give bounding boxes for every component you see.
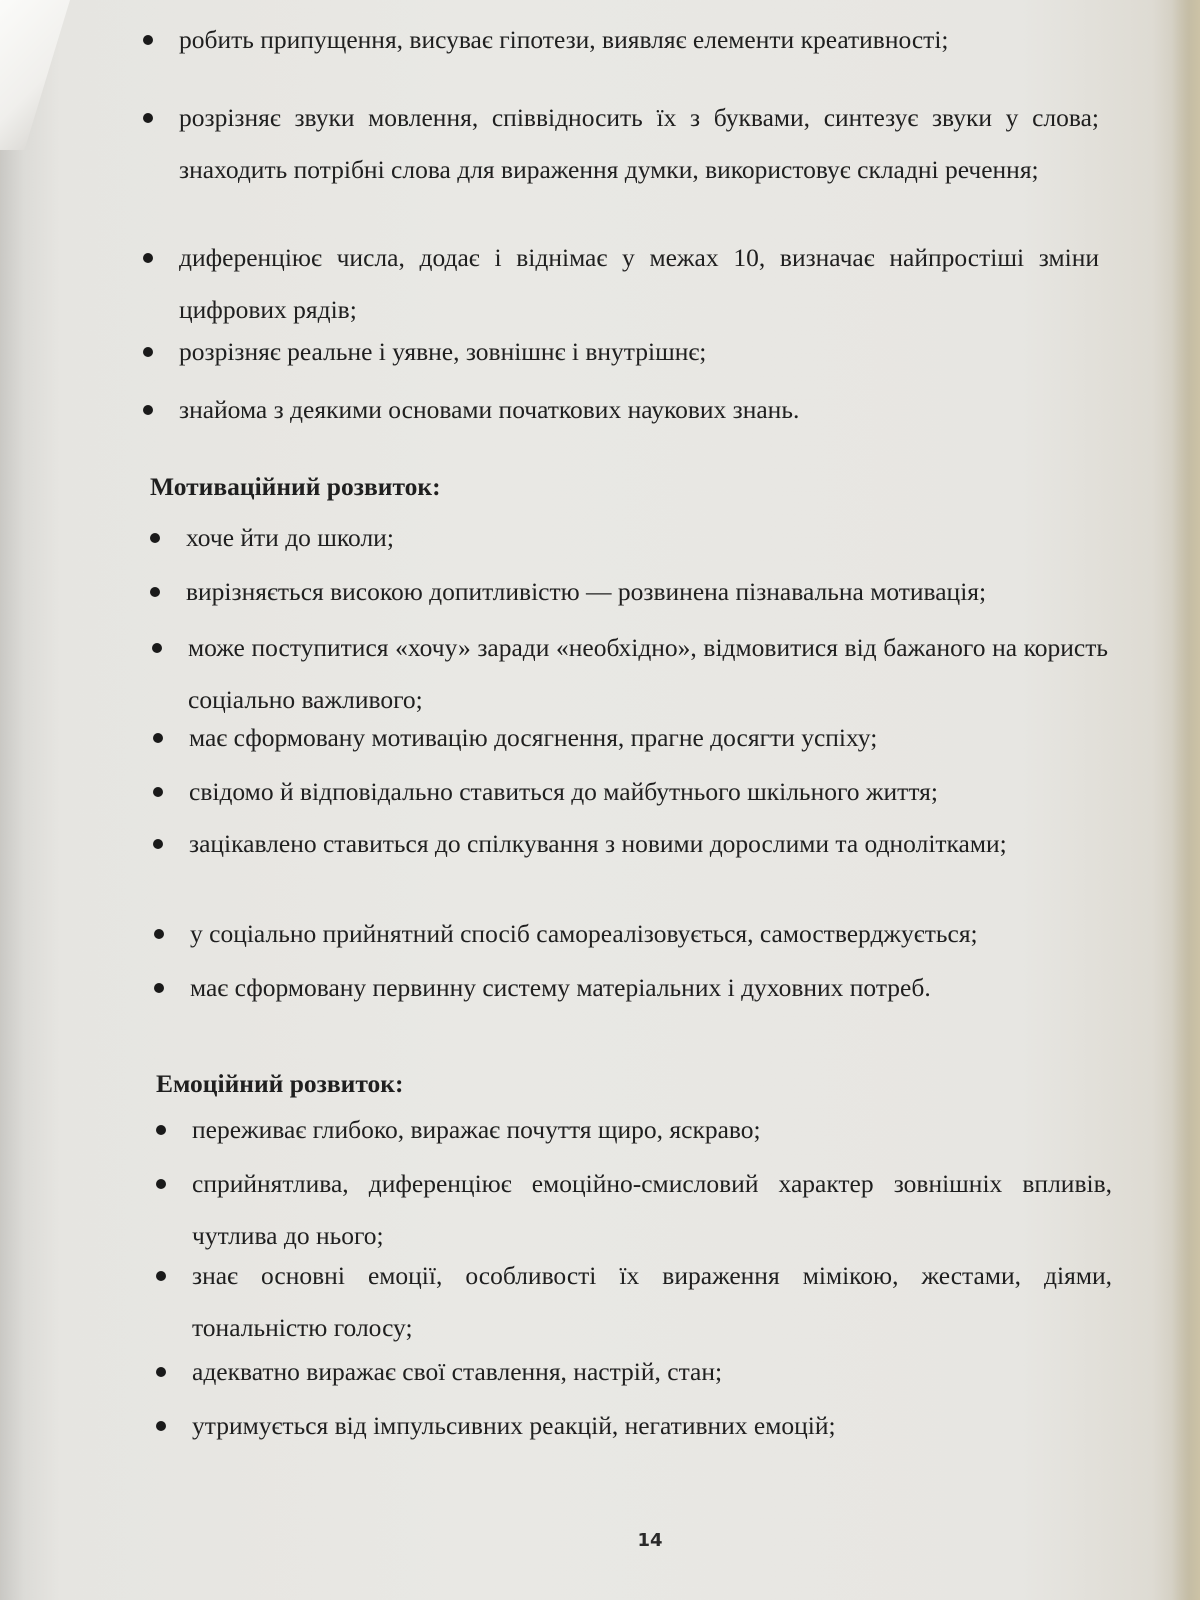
section-heading-motivation: Мотиваційний розвиток: <box>150 472 441 501</box>
list-item <box>152 622 1152 726</box>
list-item-text: хоче йти до школи; <box>186 523 394 552</box>
bullet-icon <box>153 733 163 743</box>
bullet-icon <box>156 1367 166 1377</box>
list-item-text: може поступитися «хочу» заради «необхідно», відмовитися від бажаного на користь соціально важливого; <box>188 633 1108 714</box>
bullet-icon <box>156 1125 166 1135</box>
bullet-icon <box>143 35 153 45</box>
bullet-icon <box>143 113 153 123</box>
section-heading-emotion: Емоційний розвиток: <box>156 1069 404 1098</box>
list-item <box>154 908 1154 960</box>
list-item <box>153 712 1153 764</box>
list-item <box>154 962 1154 1014</box>
list-item-text: має сформовану первинну систему матеріальних і духовних потреб. <box>190 973 931 1002</box>
bullet-icon <box>143 405 153 415</box>
list-item-text: у соціально прийнятний спосіб самореалізовується, самостверджується; <box>190 919 978 948</box>
list-item-text: зацікавлено ставиться до спілкування з новими дорослими та однолітками; <box>189 829 1007 858</box>
list-item-text: диференціює числа, додає і віднімає у межах 10, визначає найпростіші зміни цифрових рядів; <box>179 243 1099 324</box>
list-item <box>143 232 1143 336</box>
list-item <box>156 1104 1156 1156</box>
list-item-text: утримується від імпульсивних реакцій, негативних емоцій; <box>192 1411 836 1440</box>
bullet-icon <box>156 1421 166 1431</box>
bullet-icon <box>153 787 163 797</box>
list-item <box>150 566 1150 618</box>
list-item <box>156 1346 1156 1398</box>
bullet-icon <box>150 587 160 597</box>
list-item-text: свідомо й відповідально ставиться до майбутнього шкільного життя; <box>189 777 938 806</box>
list-item <box>143 384 1143 436</box>
list-item <box>153 818 1153 870</box>
list-item-text: знає основні емоції, особливості їх вираження мімікою, жестами, діями, тональністю голосу; <box>192 1261 1112 1342</box>
list-item-text: розрізняє звуки мовлення, співвідносить їх з буквами, синтезує звуки у слова; знаходить потрібні слова для вираження думки, використовує складні речення; <box>179 103 1099 184</box>
bullet-icon <box>153 839 163 849</box>
bullet-icon <box>143 253 153 263</box>
bullet-icon <box>156 1271 166 1281</box>
bullet-icon <box>143 347 153 357</box>
list-item-text: робить припущення, висуває гіпотези, виявляє елементи креативності; <box>179 25 949 54</box>
bullet-icon <box>150 533 160 543</box>
bullet-icon <box>154 983 164 993</box>
list-item <box>153 766 1153 818</box>
list-item-text: розрізняє реальне і уявне, зовнішнє і внутрішнє; <box>179 337 707 366</box>
list-item <box>156 1400 1156 1452</box>
list-item-text: сприйнятлива, диференціює емоційно-смисловий характер зовнішніх впливів, чутлива до нього; <box>192 1169 1112 1250</box>
bullet-icon <box>156 1179 166 1189</box>
list-item <box>143 14 1143 66</box>
list-item <box>143 326 1143 378</box>
page-number: 14 <box>637 1530 663 1551</box>
list-item-text: знайома з деякими основами початкових наукових знань. <box>179 395 800 424</box>
bullet-icon <box>152 643 162 653</box>
list-item-text: має сформовану мотивацію досягнення, прагне досягти успіху; <box>189 723 878 752</box>
list-item-text: адекватно виражає свої ставлення, настрій, стан; <box>192 1357 723 1386</box>
list-item <box>156 1250 1156 1354</box>
list-item <box>150 512 1150 564</box>
list-item-text: вирізняється високою допитливістю — розвинена пізнавальна мотивація; <box>186 577 987 606</box>
list-item-text: переживає глибоко, виражає почуття щиро, яскраво; <box>192 1115 761 1144</box>
bullet-icon <box>154 929 164 939</box>
list-item <box>156 1158 1156 1262</box>
list-item <box>143 92 1143 196</box>
